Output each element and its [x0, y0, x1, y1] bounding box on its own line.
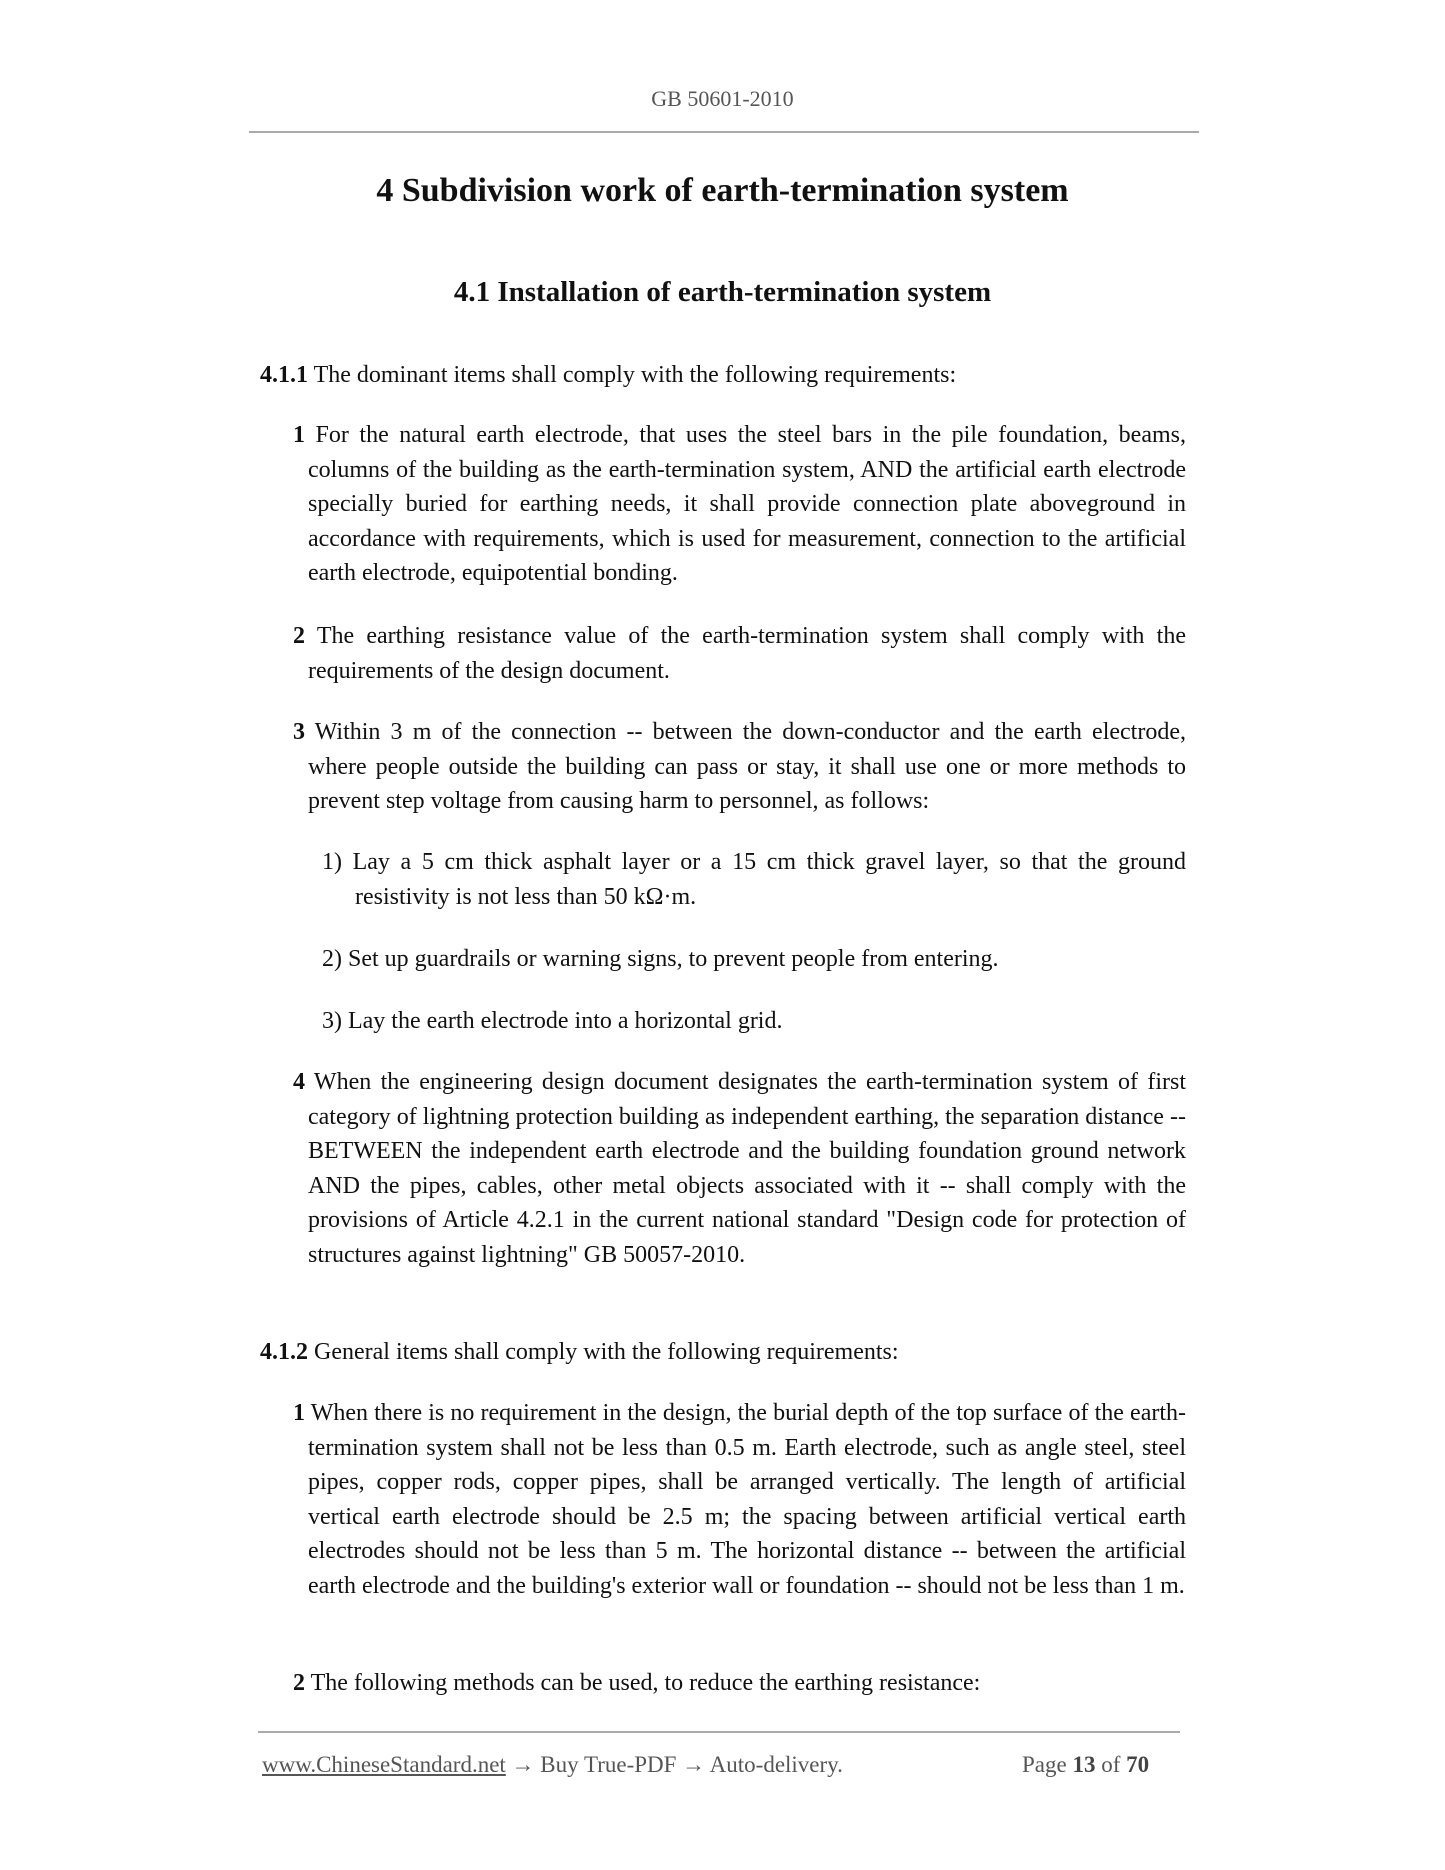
item-number: 4: [293, 1069, 305, 1095]
list-item: [293, 715, 1186, 819]
sub-item: 3) Lay the earth electrode into a horizontal grid.: [322, 1008, 783, 1034]
section-title: 4.1 Installation of earth-termination system: [453, 276, 992, 308]
list-item: [293, 1396, 1186, 1604]
footer-rule: [258, 1731, 1180, 1733]
item-text: For the natural earth electrode, that uses the steel bars in the pile foundation, beams, columns of the building as the earth-termination system, AND the artificial earth electrode specially buried for earthing needs, it shall provide connection plate aboveground in accordance with requirements, which is used for measurement, connection to the artificial earth electrode, equipotential bonding.: [305, 422, 1186, 587]
footer-promo: [262, 1752, 843, 1778]
footer-promo-text: → Buy True-PDF → Auto-delivery.: [505, 1752, 843, 1777]
list-item: [293, 619, 1186, 688]
clause-4-1-2: [260, 1335, 1186, 1370]
item-text: When there is no requirement in the design, the burial depth of the top surface of the earth-termination system shall not be less than 0.5 m. Earth electrode, such as angle steel, steel pipes, copper rods, copper pipes, shall be arranged vertically. The length of artificial vertical earth electrode should be 2.5 m; the spacing between artificial vertical earth electrodes should not be less than 5 m. The horizontal distance -- between the artificial earth electrode and the building's exterior wall or foundation -- should not be less than 1 m.: [305, 1400, 1186, 1599]
website-link[interactable]: www.ChineseStandard.net: [262, 1752, 506, 1777]
page-indicator: [1022, 1752, 1149, 1778]
clause-text: General items shall comply with the following requirements:: [308, 1339, 899, 1365]
page-label: Page: [1022, 1752, 1073, 1777]
clause-number: 4.1.1: [260, 362, 308, 388]
list-item: [293, 1065, 1186, 1273]
page-number: 13: [1072, 1752, 1096, 1777]
list-item: [293, 1666, 1186, 1701]
item-number: 1: [293, 422, 305, 448]
item-text: When the engineering design document designates the earth-termination system of first category of lightning protection building as independent earthing, the separation distance -- BETWEEN the independent earth electrode and the building foundation ground network AND the pipes, cables, other metal objects associated with it -- shall comply with the provisions of Article 4.2.1 in the current national standard "Design code for protection of structures against lightning" GB 50057-2010.: [305, 1069, 1186, 1268]
list-item: [293, 418, 1186, 591]
clause-number: 4.1.2: [260, 1339, 308, 1365]
header-doc-id: GB 50601-2010: [651, 86, 794, 111]
item-number: 3: [293, 719, 305, 745]
of-label: of: [1095, 1752, 1127, 1777]
page-total: 70: [1126, 1752, 1150, 1777]
item-number: 1: [293, 1400, 305, 1426]
item-number: 2: [293, 1670, 305, 1696]
chapter-title: 4 Subdivision work of earth-termination system: [376, 172, 1069, 209]
header-rule: [249, 131, 1199, 133]
clause-4-1-1: [260, 358, 1186, 393]
item-number: 2: [293, 623, 305, 649]
sub-item: 2) Set up guardrails or warning signs, to prevent people from entering.: [322, 946, 999, 972]
item-text: The earthing resistance value of the earth-termination system shall comply with the requirements of the design document.: [305, 623, 1186, 684]
sub-item: 1) Lay a 5 cm thick asphalt layer or a 15 cm thick gravel layer, so that the ground resistivity is not less than 50 kΩ·m.: [322, 849, 1186, 910]
clause-text: The dominant items shall comply with the following requirements:: [308, 362, 957, 388]
item-text: Within 3 m of the connection -- between the down-conductor and the earth electrode, where people outside the building can pass or stay, it shall use one or more methods to prevent step voltage from causing harm to personnel, as follows:: [305, 719, 1186, 815]
item-text: The following methods can be used, to reduce the earthing resistance:: [305, 1670, 981, 1696]
